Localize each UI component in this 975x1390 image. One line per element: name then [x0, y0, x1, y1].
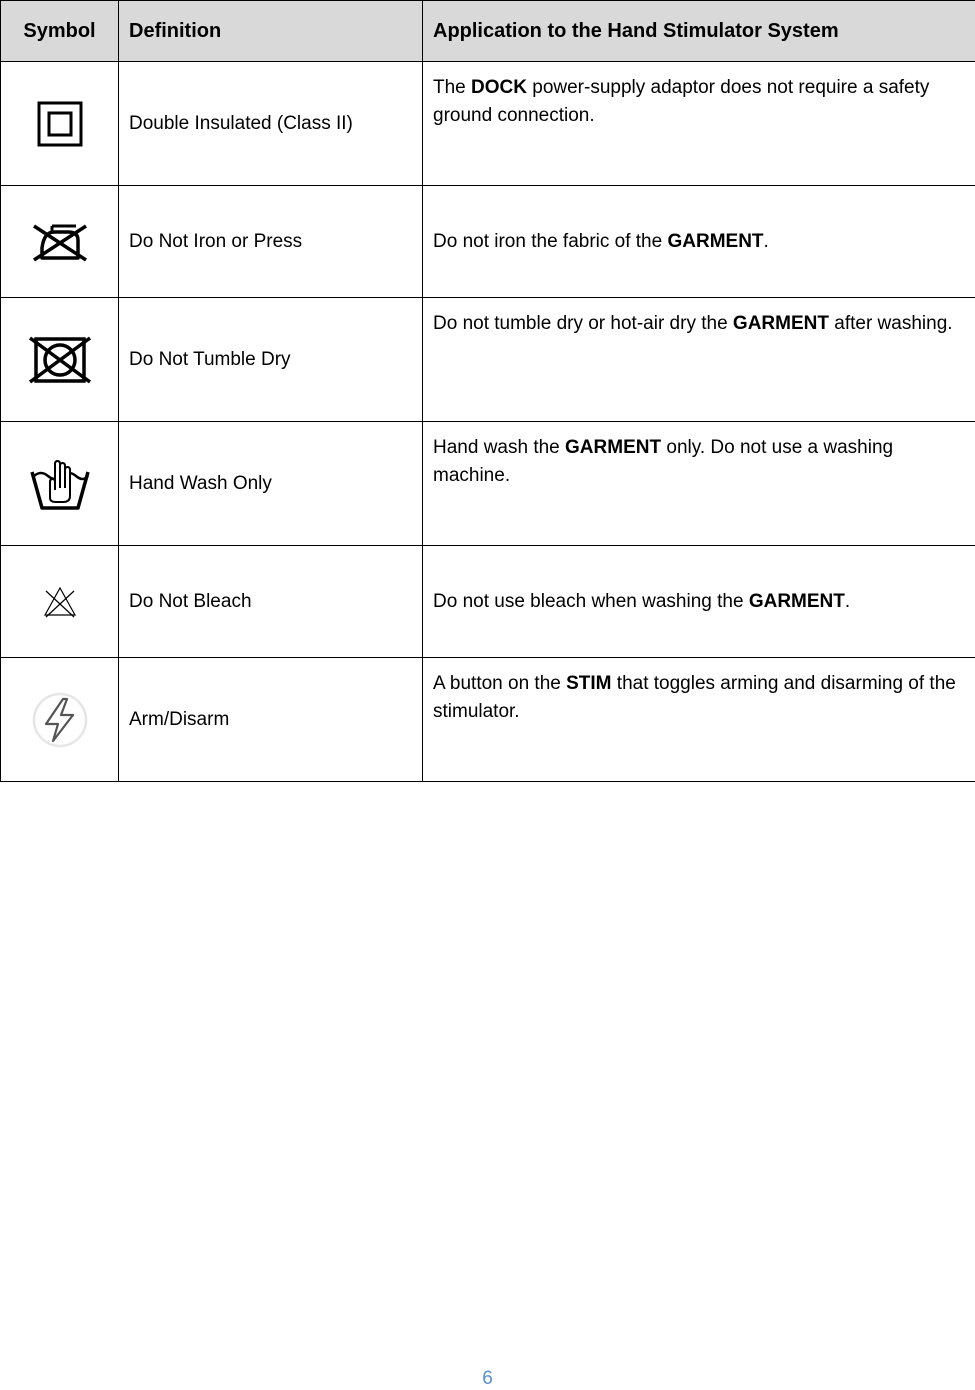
symbol-cell — [1, 186, 119, 298]
do-not-tumble-dry-icon — [27, 334, 93, 386]
definition-cell: Double Insulated (Class II) — [119, 62, 423, 186]
application-cell — [423, 546, 975, 658]
page-number: 6 — [0, 1368, 975, 1390]
application-text-bold: GARMENT — [749, 591, 845, 612]
application-text-post: . — [845, 591, 850, 612]
table-row — [1, 298, 975, 422]
application-cell — [423, 422, 975, 546]
definition-cell: Hand Wash Only — [119, 422, 423, 546]
application-text-pre: Do not iron the fabric of the — [433, 231, 667, 252]
application-text-bold: GARMENT — [667, 231, 763, 252]
application-text-post: that toggles arming and disarming of the stimulator. — [433, 673, 956, 722]
application-text-bold: DOCK — [471, 77, 527, 98]
definition-cell: Do Not Bleach — [119, 546, 423, 658]
table-header-row — [1, 1, 975, 62]
symbol-cell — [1, 422, 119, 546]
application-cell — [423, 62, 975, 186]
header-definition: Definition — [119, 1, 423, 62]
table-row — [1, 546, 975, 658]
application-text-post: after washing. — [829, 313, 953, 334]
table-row — [1, 422, 975, 546]
do-not-iron-icon — [30, 220, 90, 264]
application-text-post: power-supply adaptor does not require a safety ground connection. — [433, 77, 929, 126]
header-symbol: Symbol — [1, 1, 119, 62]
header-application: Application to the Hand Stimulator System — [423, 1, 975, 62]
application-text-pre: Do not tumble dry or hot-air dry the — [433, 313, 733, 334]
application-cell — [423, 186, 975, 298]
application-cell — [423, 658, 975, 782]
application-cell — [423, 298, 975, 422]
symbol-cell — [1, 298, 119, 422]
definition-cell: Do Not Tumble Dry — [119, 298, 423, 422]
application-text-bold: STIM — [566, 673, 611, 694]
hand-wash-icon — [28, 456, 92, 512]
table-row — [1, 186, 975, 298]
application-text-bold: GARMENT — [733, 313, 829, 334]
application-text-pre: Hand wash the — [433, 437, 565, 458]
application-text-post: . — [764, 231, 769, 252]
symbol-cell — [1, 62, 119, 186]
application-text-post: only. Do not use a washing machine. — [433, 437, 893, 486]
symbol-cell — [1, 658, 119, 782]
application-text-pre: A button on the — [433, 673, 566, 694]
application-text-bold: GARMENT — [565, 437, 661, 458]
definition-cell: Arm/Disarm — [119, 658, 423, 782]
double-insulated-icon — [37, 101, 83, 147]
application-text-pre: Do not use bleach when washing the — [433, 591, 749, 612]
symbol-cell — [1, 546, 119, 658]
definition-cell: Do Not Iron or Press — [119, 186, 423, 298]
application-text-pre: The — [433, 77, 471, 98]
table-row — [1, 62, 975, 186]
do-not-bleach-icon — [43, 586, 77, 618]
arm-disarm-icon — [31, 691, 89, 749]
table-row — [1, 658, 975, 782]
